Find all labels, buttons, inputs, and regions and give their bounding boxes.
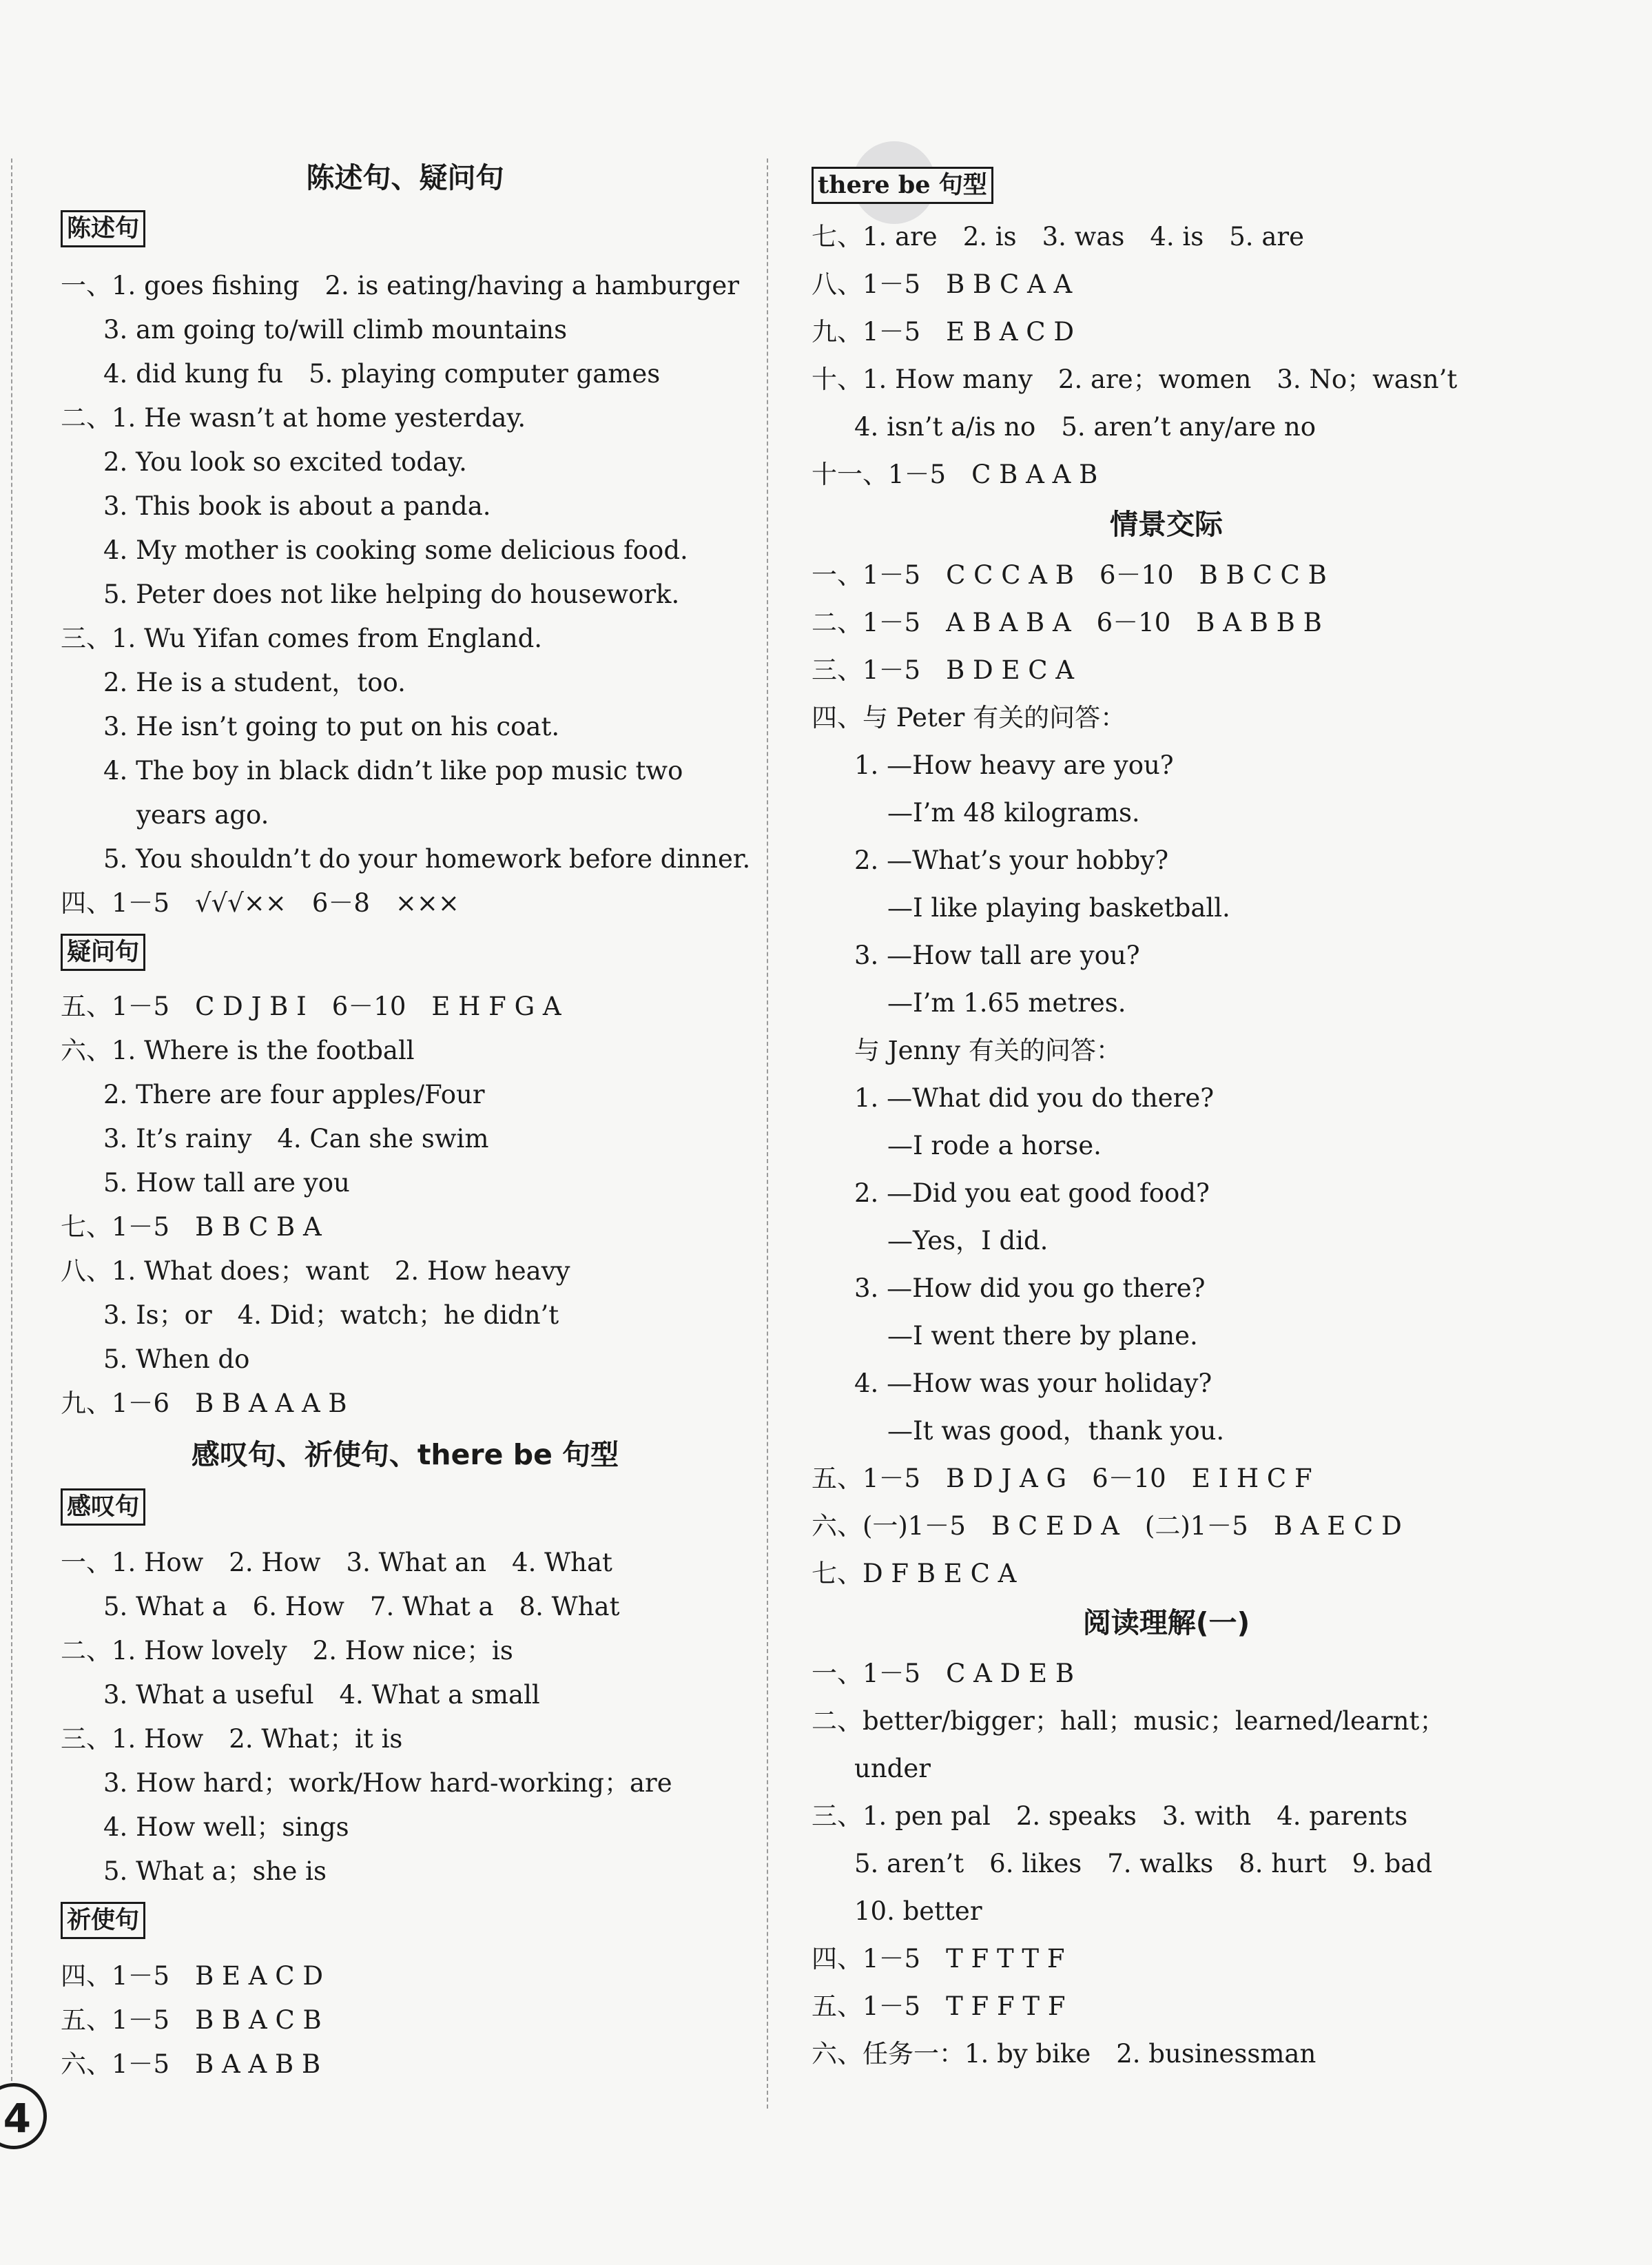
- answer-line: 2. You look so excited today.: [103, 447, 467, 477]
- answer-line: 六、任务一：1. by bike 2. businessman: [812, 2039, 1317, 2069]
- answer-line: 二、1. He wasn’t at home yesterday.: [61, 403, 526, 433]
- page-number: 4: [0, 2083, 47, 2149]
- answer-line: 4. The boy in black didn’t like pop music two: [103, 756, 683, 786]
- answer-line: 七、1－5 B B C B A: [61, 1212, 322, 1242]
- answer-line: 二、better/bigger；hall；music；learned/learnt；: [812, 1706, 1445, 1736]
- section-title: 感叹句、祈使句、there be 句型: [191, 1438, 619, 1471]
- answer-line: 一、1. goes fishing 2. is eating/having a hamburger: [61, 271, 739, 300]
- answer-line: 五、1－5 B D J A G 6－10 E I H C F: [812, 1464, 1312, 1493]
- subsection-label: 疑问句: [61, 934, 145, 971]
- answer-line: 5. When do: [103, 1344, 250, 1374]
- column-divider: [767, 158, 768, 2109]
- subsection-label: 陈述句: [61, 210, 145, 247]
- answer-line: 五、1－5 T F F T F: [812, 1991, 1066, 2021]
- answer-line: —I like playing basketball.: [887, 893, 1230, 923]
- answer-line: 十、1. How many 2. are；women 3. No；wasn’t: [812, 365, 1458, 394]
- answer-line: 5. You shouldn’t do your homework before dinner.: [103, 844, 751, 874]
- answer-line: 六、1－5 B A A B B: [61, 2049, 321, 2079]
- answer-line: —I’m 1.65 metres.: [887, 988, 1126, 1018]
- answer-line: 3. It’s rainy 4. Can she swim: [103, 1124, 489, 1154]
- answer-line: 三、1－5 B D E C A: [812, 655, 1075, 685]
- answer-line: —It was good，thank you.: [887, 1416, 1225, 1446]
- section-title: 陈述句、疑问句: [306, 161, 504, 194]
- answer-line: 3. —How tall are you?: [854, 941, 1140, 970]
- answer-line: 九、1－5 E B A C D: [812, 317, 1075, 347]
- answer-line: 4. My mother is cooking some delicious food.: [103, 535, 688, 565]
- answer-line: 3. He isn’t going to put on his coat.: [103, 712, 560, 741]
- answer-line: 2. —Did you eat good food?: [854, 1178, 1210, 1208]
- answer-line: 十一、1－5 C B A A B: [812, 460, 1098, 489]
- answer-line: 四、1－5 T F T T F: [812, 1944, 1065, 1974]
- answer-line: 3. —How did you go there?: [854, 1273, 1206, 1303]
- answer-line: 3. am going to/will climb mountains: [103, 315, 568, 345]
- answer-line: —Yes，I did.: [887, 1226, 1049, 1256]
- answer-line: 5. What a 6. How 7. What a 8. What: [103, 1592, 620, 1621]
- answer-line: 5. Peter does not like helping do housework.: [103, 580, 680, 609]
- answer-line: 4. How well；sings: [103, 1812, 349, 1842]
- answer-line: 二、1－5 A B A B A 6－10 B A B B B: [812, 608, 1322, 637]
- answer-line: 10. better: [854, 1896, 982, 1926]
- answer-line: 五、1－5 B B A C B: [61, 2005, 322, 2035]
- answer-line: years ago.: [136, 800, 269, 830]
- answer-line: 三、1. pen pal 2. speaks 3. with 4. parents: [812, 1801, 1408, 1831]
- answer-line: 5. How tall are you: [103, 1168, 350, 1198]
- answer-line: 九、1－6 B B A A A B: [61, 1388, 347, 1418]
- answer-line: 一、1－5 C A D E B: [812, 1659, 1075, 1688]
- answer-line: 一、1－5 C C C A B 6－10 B B C C B: [812, 560, 1327, 590]
- answer-line: 2. There are four apples/Four: [103, 1080, 485, 1109]
- answer-line: 2. —What’s your hobby?: [854, 845, 1169, 875]
- answer-line: 4. —How was your holiday?: [854, 1369, 1212, 1398]
- answer-line: 3. How hard；work/How hard-working；are: [103, 1768, 672, 1798]
- answer-line: 3. This book is about a panda.: [103, 491, 491, 521]
- section-title: 情景交际: [1110, 508, 1223, 541]
- answer-line: 5. aren’t 6. likes 7. walks 8. hurt 9. bad: [854, 1849, 1433, 1878]
- answer-line: 四、1－5 B E A C D: [61, 1961, 324, 1991]
- answer-line: 1. —What did you do there?: [854, 1083, 1215, 1113]
- answer-line: 六、1. Where is the football: [61, 1036, 415, 1065]
- answer-line: 3. What a useful 4. What a small: [103, 1680, 540, 1710]
- answer-line: 5. What a；she is: [103, 1856, 327, 1886]
- answer-line: —I went there by plane.: [887, 1321, 1198, 1351]
- answer-line: 八、1. What does；want 2. How heavy: [61, 1256, 570, 1286]
- answer-line: 五、1－5 C D J B I 6－10 E H F G A: [61, 992, 561, 1021]
- answer-line: 七、D F B E C A: [812, 1559, 1017, 1588]
- answer-line: 三、1. How 2. What；it is: [61, 1724, 403, 1754]
- answer-line: 1. —How heavy are you?: [854, 750, 1174, 780]
- answer-line: —I’m 48 kilograms.: [887, 798, 1140, 828]
- answer-line: —I rode a horse.: [887, 1131, 1102, 1160]
- section-title: 阅读理解(一): [1082, 1606, 1250, 1639]
- answer-line: 2. He is a student，too.: [103, 668, 406, 697]
- answer-line: 四、与 Peter 有关的问答：: [812, 703, 1126, 732]
- left-margin-line: [11, 158, 12, 2088]
- subsection-label: 感叹句: [61, 1488, 145, 1526]
- answer-line: 与 Jenny 有关的问答：: [854, 1036, 1122, 1065]
- answer-line: 三、1. Wu Yifan comes from England.: [61, 624, 543, 653]
- answer-line: 八、1－5 B B C A A: [812, 269, 1073, 299]
- answer-line: 4. did kung fu 5. playing computer games: [103, 359, 661, 389]
- answer-line: under: [854, 1754, 931, 1783]
- answer-line: 二、1. How lovely 2. How nice；is: [61, 1636, 513, 1666]
- subsection-label: there be 句型: [812, 167, 993, 204]
- answer-line: 3. Is；or 4. Did；watch；he didn’t: [103, 1300, 559, 1330]
- subsection-label: 祈使句: [61, 1902, 145, 1939]
- answer-line: 四、1－5 √√√×× 6－8 ×××: [61, 888, 460, 918]
- answer-line: 一、1. How 2. How 3. What an 4. What: [61, 1548, 612, 1577]
- answer-line: 六、(一)1－5 B C E D A (二)1－5 B A E C D: [812, 1511, 1402, 1541]
- answer-line: 4. isn’t a/is no 5. aren’t any/are no: [854, 412, 1317, 442]
- answer-line: 七、1. are 2. is 3. was 4. is 5. are: [812, 222, 1304, 252]
